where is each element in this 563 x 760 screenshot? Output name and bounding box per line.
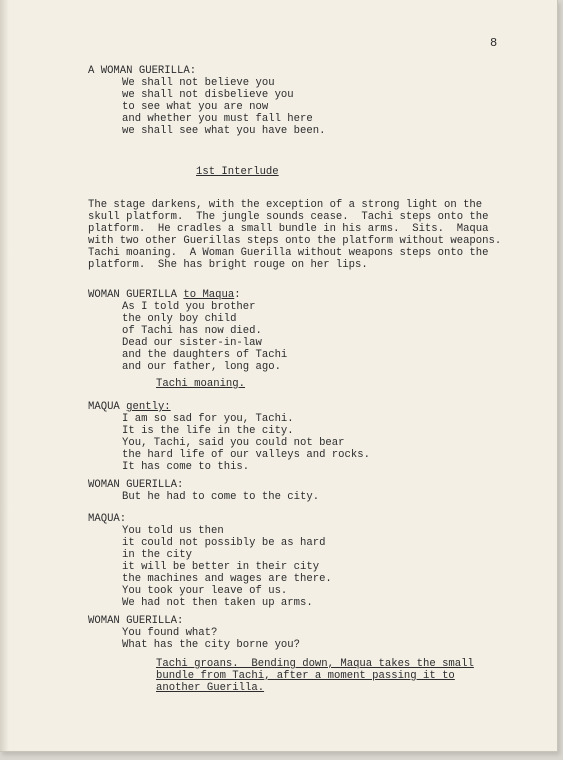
speaker-direction: gently: xyxy=(126,401,171,413)
dialogue-line: to see what you are now xyxy=(122,101,269,113)
dialogue-line: and the daughters of Tachi xyxy=(122,349,288,361)
page-number: 8 xyxy=(490,36,498,50)
dialogue-line: You told us then xyxy=(122,525,224,537)
dialogue-line: the only boy child xyxy=(122,313,237,325)
stage-direction-line: The stage darkens, with the exception of a strong light on the xyxy=(88,199,483,211)
dialogue-line: Dead our sister-in-law xyxy=(122,337,262,349)
dialogue-line: It is the life in the city. xyxy=(122,425,294,437)
speaker-woman-guerilla-2 xyxy=(88,290,241,302)
speaker-woman-guerilla-3: WOMAN GUERILLA: xyxy=(88,479,184,491)
dialogue-line: We had not then taken up arms. xyxy=(122,597,313,609)
page-edge-shadow xyxy=(0,0,9,751)
stage-direction-line: platform. He cradles a small bundle in his arms. Sits. Maqua xyxy=(88,223,489,235)
speaker-woman-guerilla-4: WOMAN GUERILLA: xyxy=(88,615,184,627)
dialogue-line: and our father, long ago. xyxy=(122,361,281,373)
final-direction-line: bundle from Tachi, after a moment passing it to xyxy=(156,670,455,682)
dialogue-line: We shall not believe you xyxy=(122,77,275,89)
speaker-name: MAQUA xyxy=(88,401,120,413)
dialogue-line: You found what? xyxy=(122,627,218,639)
stage-direction-line: with two other Guerillas steps onto the platform without weapons. xyxy=(88,235,502,247)
dialogue-line: we shall see what you have been. xyxy=(122,125,326,137)
dialogue-line: But he had to come to the city. xyxy=(122,491,320,503)
dialogue-line: As I told you brother xyxy=(122,301,256,313)
stage-direction-line: Tachi moaning. A Woman Guerilla without weapons steps onto the xyxy=(88,247,489,259)
dialogue-line: in the city xyxy=(122,549,192,561)
dialogue-line: the hard life of our valleys and rocks. xyxy=(122,449,370,461)
final-direction-line: Tachi groans. Bending down, Maqua takes the small xyxy=(156,658,474,670)
dialogue-line: You took your leave of us. xyxy=(122,585,288,597)
dialogue-line: You, Tachi, said you could not bear xyxy=(122,437,345,449)
dialogue-line: I am so sad for you, Tachi. xyxy=(122,413,294,425)
speaker-colon: : xyxy=(234,289,241,301)
interlude-heading: 1st Interlude xyxy=(196,166,279,178)
action-direction: Tachi moaning. xyxy=(156,378,246,390)
speaker-woman-guerilla-1: A WOMAN GUERILLA: xyxy=(88,65,197,77)
stage-direction-line: skull platform. The jungle sounds cease. Tachi steps onto the xyxy=(88,211,489,223)
final-direction-line: another Guerilla. xyxy=(156,682,265,694)
speaker-direction: to Maqua xyxy=(183,289,235,301)
speaker-name: WOMAN GUERILLA xyxy=(88,289,178,301)
speaker-maqua-1 xyxy=(88,402,171,414)
dialogue-line: it could not possibly be as hard xyxy=(122,537,326,549)
dialogue-line: and whether you must fall here xyxy=(122,113,313,125)
dialogue-line: of Tachi has now died. xyxy=(122,325,262,337)
dialogue-line: it will be better in their city xyxy=(122,561,320,573)
dialogue-line: we shall not disbelieve you xyxy=(122,89,294,101)
dialogue-line: It has come to this. xyxy=(122,461,250,473)
stage-direction-line: platform. She has bright rouge on her lips. xyxy=(88,259,368,271)
dialogue-line: What has the city borne you? xyxy=(122,639,301,651)
dialogue-line: the machines and wages are there. xyxy=(122,573,332,585)
speaker-maqua-2: MAQUA: xyxy=(88,513,127,525)
